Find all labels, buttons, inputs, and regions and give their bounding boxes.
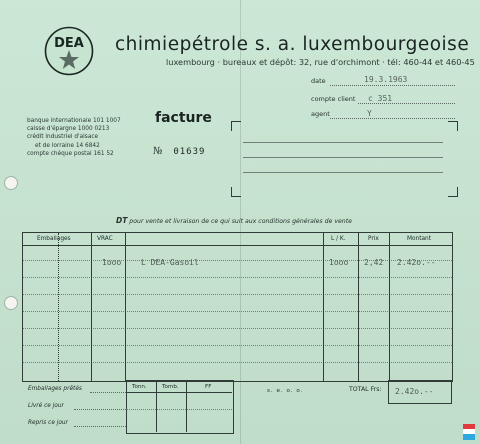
- punch-hole-bottom: [4, 296, 18, 310]
- total-value: 2.42o.--: [395, 387, 434, 396]
- terms-prefix: DT: [116, 216, 128, 225]
- bank-line: banque internationale 101 1007: [27, 118, 121, 124]
- invoice-title: facture: [155, 110, 212, 126]
- invoice-number: [153, 146, 205, 157]
- row-vrac: 1ooo: [102, 258, 122, 267]
- date-value: 19.3.1963: [364, 75, 408, 84]
- bank-line: compte chèque postal 161 52: [27, 150, 114, 157]
- row-montant: 2.42o.--: [397, 258, 436, 267]
- col-lk: L / K.: [331, 236, 346, 242]
- client-dotline: [358, 103, 455, 104]
- company-name: chimiepétrole s. a. luxembourgeoise: [115, 34, 470, 55]
- col-tonn: Tonn.: [132, 384, 147, 390]
- agent-label: agent: [311, 110, 330, 118]
- bank-details: [27, 117, 121, 158]
- col-montant: Montant: [407, 236, 431, 242]
- logo-text: DEA: [54, 36, 84, 51]
- client-value: c 351: [368, 94, 393, 103]
- repris-label: Repris ce jour: [28, 420, 68, 426]
- col-ff: FF: [205, 384, 212, 390]
- dea-logo: [44, 26, 94, 76]
- row-designation: L DEA-Gasoil: [141, 258, 199, 267]
- agent-dotline: [330, 118, 455, 119]
- agent-value: Y: [367, 109, 372, 118]
- number-label: №: [153, 146, 163, 157]
- date-dotline: [330, 85, 455, 86]
- col-vrac: VRAC: [97, 236, 113, 242]
- punch-hole-top: [4, 176, 18, 190]
- row-lk: 1ooo: [329, 258, 349, 267]
- items-table: [22, 232, 453, 382]
- seeo-text: s. e. o. o.: [267, 388, 304, 394]
- livre-label: Livré ce jour: [28, 403, 64, 409]
- col-prix: Prix: [368, 236, 379, 242]
- bank-line: et de lorraine 14 6842: [35, 142, 100, 149]
- col-tomb: Tomb.: [162, 384, 179, 390]
- bank-line: crédit industriel d'alsace: [27, 134, 99, 141]
- company-address: luxembourg · bureaux et dépôt: 32, rue d'orchimont · tél: 460-44 et 460-45: [166, 57, 475, 67]
- col-emballages: Emballages: [37, 236, 71, 242]
- header-separator: [23, 245, 452, 246]
- date-label: date: [311, 77, 326, 85]
- terms-text: [116, 216, 352, 225]
- client-label: compte client: [311, 95, 356, 103]
- row-prix: 2,42: [364, 258, 384, 267]
- bank-line: caisse d'épargne 1000 0213: [27, 126, 110, 133]
- number-value: 01639: [173, 147, 206, 157]
- total-label: TOTAL Frs:: [349, 386, 382, 393]
- emballages-label: Emballages prêtés: [28, 386, 82, 392]
- terms-body: pour vente et livraison de ce qui suit aux conditions générales de vente: [127, 218, 352, 225]
- flag-icon: [463, 424, 475, 440]
- invoice-footer: [22, 380, 451, 434]
